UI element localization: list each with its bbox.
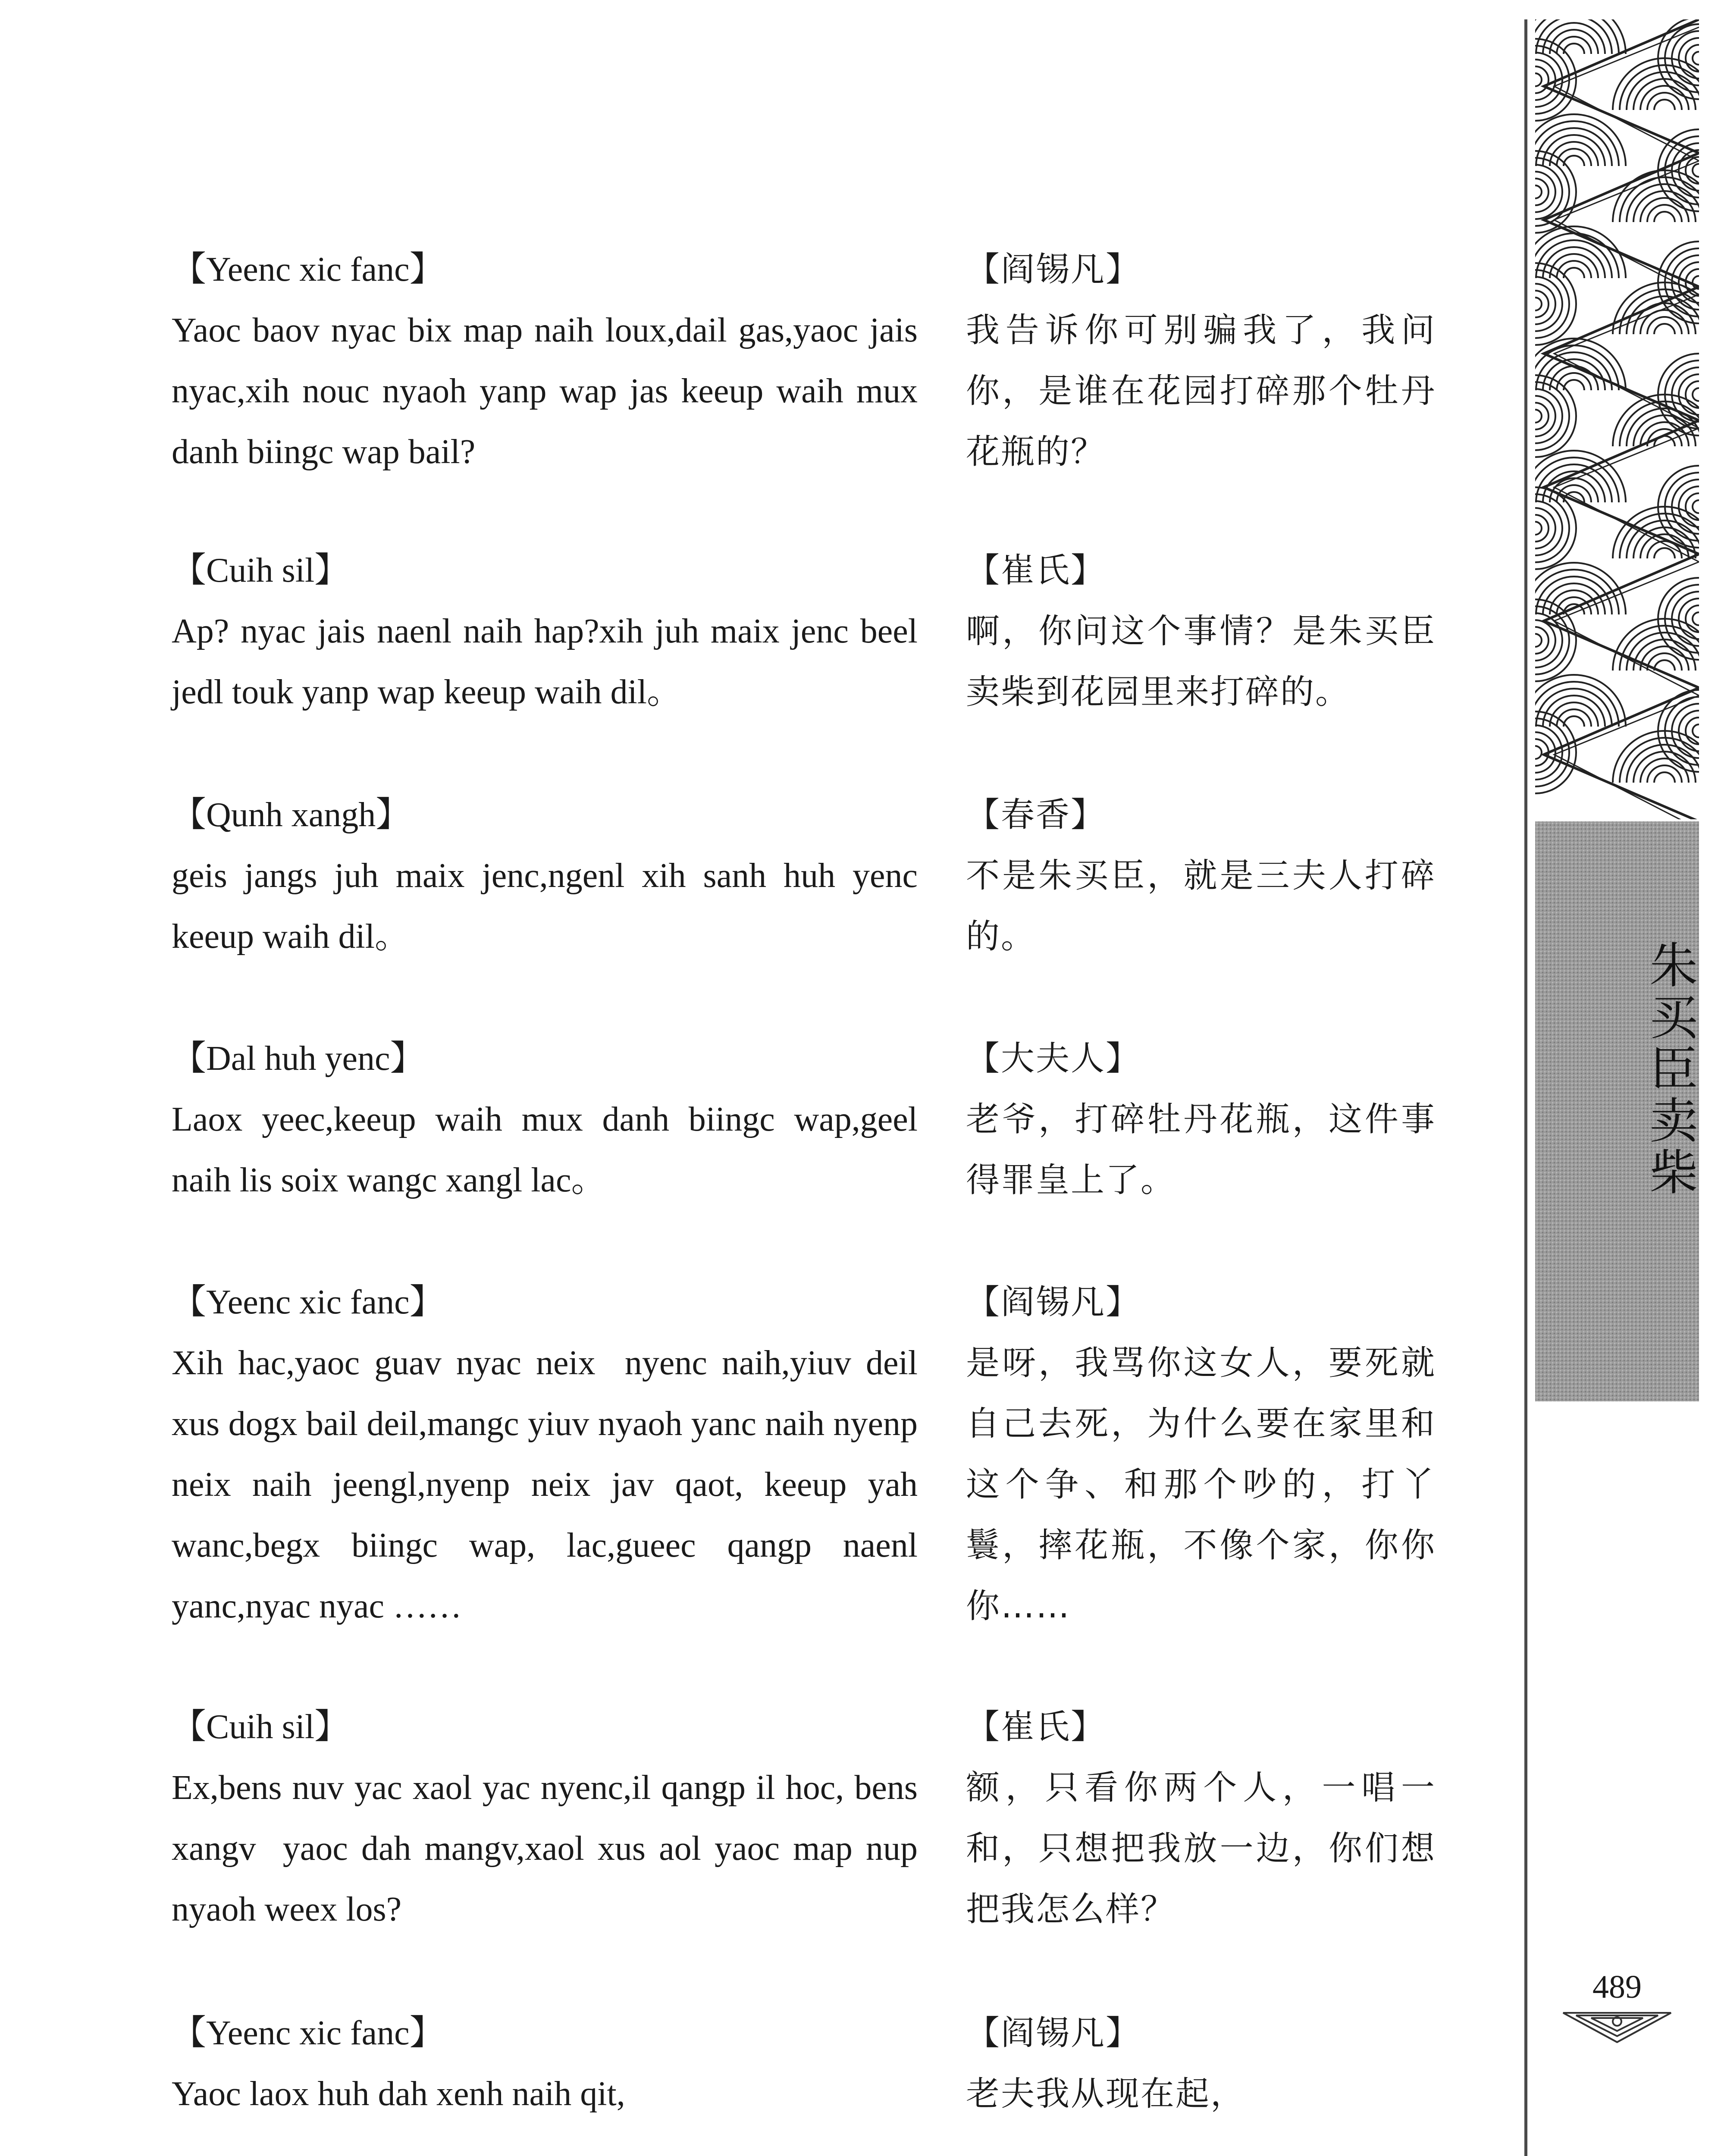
speaker-label: 【Qunh xangh】	[172, 796, 411, 834]
speech-text: Yaoc baov nyac bix map naih loux,dail gas,yaoc jais nyac,xih nouc nyaoh yanp wap jas keeup waih mux danh biingc wap bail?	[172, 311, 918, 471]
speaker-label: 【Yeenc xic fanc】	[172, 251, 444, 288]
speaker-label: 【崔氏】	[966, 1708, 1106, 1746]
speaker-label: 【崔氏】	[966, 551, 1106, 590]
chinese-column	[966, 1272, 1436, 1637]
speech-text: Yaoc laox huh dah xenh naih qit,	[172, 2075, 625, 2113]
bai-column	[172, 1028, 918, 1211]
bai-column	[172, 785, 918, 967]
chinese-column	[966, 2003, 1436, 2125]
speaker-label: 【阎锡凡】	[966, 250, 1141, 289]
bai-column	[172, 540, 918, 723]
speech-text: Ex,bens nuv yac xaol yac nyenc,il qangp il hoc, bens xangv yaoc dah mangv,xaol xus aol yaoc map nup nyaoh weex los?	[172, 1769, 935, 1928]
cloud-pattern-ornament	[1535, 19, 1699, 819]
speech-text: 老爷，打碎牡丹花瓶，这件事得罪皇上了。	[966, 1100, 1436, 1200]
chinese-column	[966, 540, 1436, 723]
speech-text: 额，只看你两个人，一唱一和，只想把我放一边，你们想把我怎么样？	[966, 1768, 1436, 1929]
page-number: 489	[1592, 1969, 1642, 2005]
speaker-label: 【Cuih sil】	[172, 1708, 349, 1746]
speaker-label: 【阎锡凡】	[966, 2014, 1141, 2053]
chinese-column	[966, 239, 1436, 483]
speech-text: geis jangs juh maix jenc,ngenl xih sanh huh yenc keeup waih dil。	[172, 857, 918, 956]
chapter-title-text: 朱买臣卖柴	[1642, 940, 1698, 1199]
chinese-column	[966, 1697, 1436, 1940]
bai-column	[172, 1697, 935, 1940]
speech-text: 啊，你问这个事情？是朱买臣卖柴到花园里来打碎的。	[966, 612, 1436, 711]
speaker-label: 【春香】	[966, 796, 1106, 834]
bai-column	[172, 239, 918, 483]
speech-text: Ap? nyac jais naenl naih hap?xih juh maix jenc beel jedl touk yanp wap keeup waih dil。	[172, 612, 918, 711]
speech-text: 是呀，我骂你这女人，要死就自己去死，为什么要在家里和这个争、和那个吵的，打丫鬟，摔花瓶，不像个家，你你你……	[966, 1344, 1436, 1626]
margin-rule	[1524, 19, 1527, 2156]
cloud-pattern-graphic	[1535, 19, 1699, 819]
chapter-side-tab	[1535, 821, 1699, 1401]
chapter-title-vertical	[1535, 940, 1699, 1199]
speech-text: Xih hac,yaoc guav nyac neix nyenc naih,yiuv deil xus dogx bail deil,mangc yiuv nyaoh yanc naih nyenp neix naih jeengl,nyenp neix jav qaot, keeup yah wanc,begx biingc wap, lac,gueec qangp naenl yanc,nyac nyac ……	[172, 1344, 926, 1625]
speaker-label: 【Yeenc xic fanc】	[172, 2014, 444, 2052]
speech-text: Laox yeec,keeup waih mux danh biingc wap,geel naih lis soix wangc xangl lac。	[172, 1100, 918, 1199]
speaker-label: 【阎锡凡】	[966, 1283, 1141, 1322]
speech-text: 老夫我从现在起，	[966, 2075, 1246, 2113]
speaker-label: 【Yeenc xic fanc】	[172, 1283, 444, 1321]
speaker-label: 【大夫人】	[966, 1039, 1141, 1078]
chinese-column	[966, 785, 1436, 967]
chinese-column	[966, 1028, 1436, 1211]
page-number-ornament	[1559, 2009, 1675, 2044]
speech-text: 我告诉你可别骗我了，我问你，是谁在花园打碎那个牡丹花瓶的？	[966, 311, 1436, 471]
speaker-label: 【Dal huh yenc】	[172, 1040, 425, 1078]
bai-column	[172, 2003, 918, 2125]
speaker-label: 【Cuih sil】	[172, 552, 349, 589]
speech-text: 不是朱买臣，就是三夫人打碎的。	[966, 856, 1436, 956]
bai-column	[172, 1272, 926, 1637]
